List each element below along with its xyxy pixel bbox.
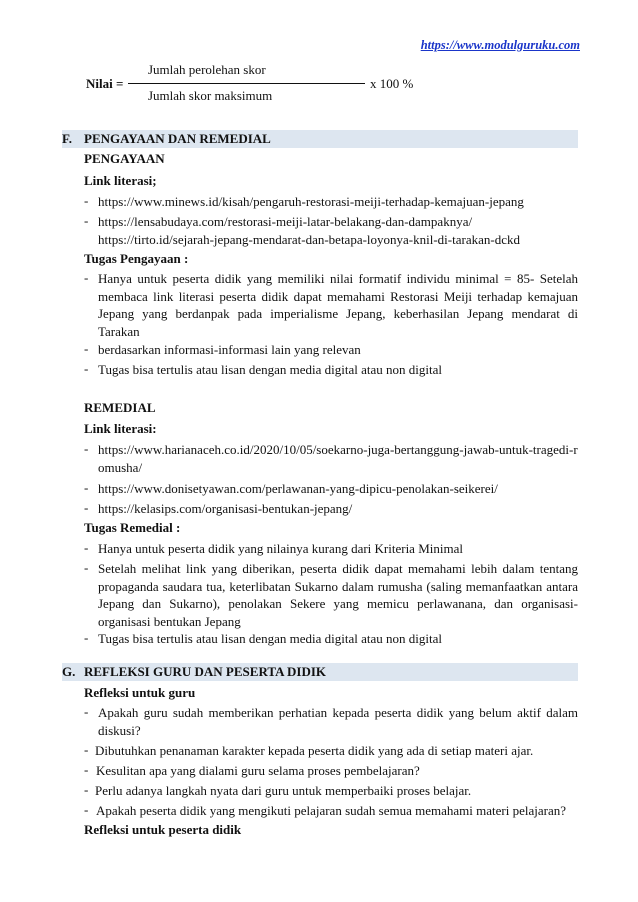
refleksi-guru-item-5: - Apakah peserta didik yang mengikuti pelajaran sudah semua memahami materi pelajaran? [84,802,566,818]
section-f-header [62,130,578,148]
fraction-line [128,83,365,84]
refleksi-guru-item-1: - Apakah guru sudah memberikan perhatian kepada peserta didik yang belum aktif dalam diskusi? [84,704,578,738]
refleksi-siswa-label: Refleksi untuk peserta didik [84,822,242,837]
section-g-header [62,663,578,681]
pengayaan-link-3-text[interactable]: https://tirto.id/sejarah-jepang-mendarat-dan-betapa-loyonya-knil-di-tarakan-dckd [98,231,520,247]
formula-multiplier: x 100 % [370,76,414,91]
pengayaan-heading: PENGAYAAN [84,151,165,166]
remedial-heading: REMEDIAL [84,400,156,415]
section-f-title: PENGAYAAN DAN REMEDIAL [84,131,271,146]
refleksi-guru-label: Refleksi untuk guru [84,685,196,700]
remedial-task-3: - Tugas bisa tertulis atau lisan dengan media digital atau non digital [84,630,442,646]
section-g-letter: G. [62,664,76,679]
pengayaan-task-2: - berdasarkan informasi-informasi lain yang relevan [84,341,361,357]
header-url-link[interactable]: https://www.modulguruku.com [420,38,580,52]
refleksi-guru-item-3: - Kesulitan apa yang dialami guru selama proses pembelajaran? [84,762,420,778]
formula-numerator: Jumlah perolehan skor [148,62,266,77]
pengayaan-link-label: Link literasi; [84,173,157,188]
remedial-link-label: Link literasi: [84,421,157,436]
remedial-task-1: - Hanya untuk peserta didik yang nilainya kurang dari Kriteria Minimal [84,540,463,556]
pengayaan-link-2[interactable]: - https://lensabudaya.com/restorasi-meiji-latar-belakang-dan-dampaknya/ https://tirto.id/sejarah-jepang-mendarat-dan-betapa-loyonya-knil-di-tarakan-dckd [84,213,520,247]
pengayaan-task-label: Tugas Pengayaan : [84,251,189,266]
refleksi-guru-item-4: - Perlu adanya langkah nyata dari guru untuk memperbaiki proses belajar. [84,782,472,798]
remedial-task-2: - Setelah melihat link yang diberikan, peserta didik dapat memahami lebih dalam tentang propaganda saudara tua, keterlibatan Sukarno dalam rumusha (saling memanfaatkan antara Jepang dan Sukarno), penolakan Sekere yang memicu perlawanana, dan organisasi-organisasi bentukan Jepang [84,560,578,629]
section-g-title: REFLEKSI GURU DAN PESERTA DIDIK [84,664,327,679]
section-f-letter: F. [62,131,72,146]
refleksi-guru-item-2: - Dibutuhkan penanaman karakter kepada peserta didik yang ada di setiap materi ajar. [84,742,534,758]
formula-denominator: Jumlah skor maksimum [148,88,273,103]
pengayaan-link-2-text[interactable]: https://lensabudaya.com/restorasi-meiji-latar-belakang-dan-dampaknya/ [98,214,473,229]
remedial-task-label: Tugas Remedial : [84,520,181,535]
remedial-link-1[interactable]: - https://www.harianaceh.co.id/2020/10/05/soekarno-juga-bertanggung-jawab-untuk-tragedi-romusha/ [84,441,578,475]
pengayaan-task-1: - Hanya untuk peserta didik yang memiliki nilai formatif individu minimal = 85- Setelah membaca link literasi peserta didik dapat memahami Restorasi Meiji terhadap kemajuan Jepang yang berdanpak pada imperialisme Jepang, keberhasilan Jepang mendarat di Tarakan [84,270,578,339]
pengayaan-link-1[interactable]: - https://www.minews.id/kisah/pengaruh-restorasi-meiji-terhadap-kemajuan-jepang [84,193,524,209]
pengayaan-task-3: - Tugas bisa tertulis atau lisan dengan media digital atau non digital [84,361,442,377]
remedial-link-3[interactable]: - https://kelasips.com/organisasi-bentukan-jepang/ [84,500,353,516]
formula-label: Nilai = [86,76,124,91]
remedial-link-2[interactable]: - https://www.donisetyawan.com/perlawanan-yang-dipicu-penolakan-seikerei/ [84,480,498,496]
